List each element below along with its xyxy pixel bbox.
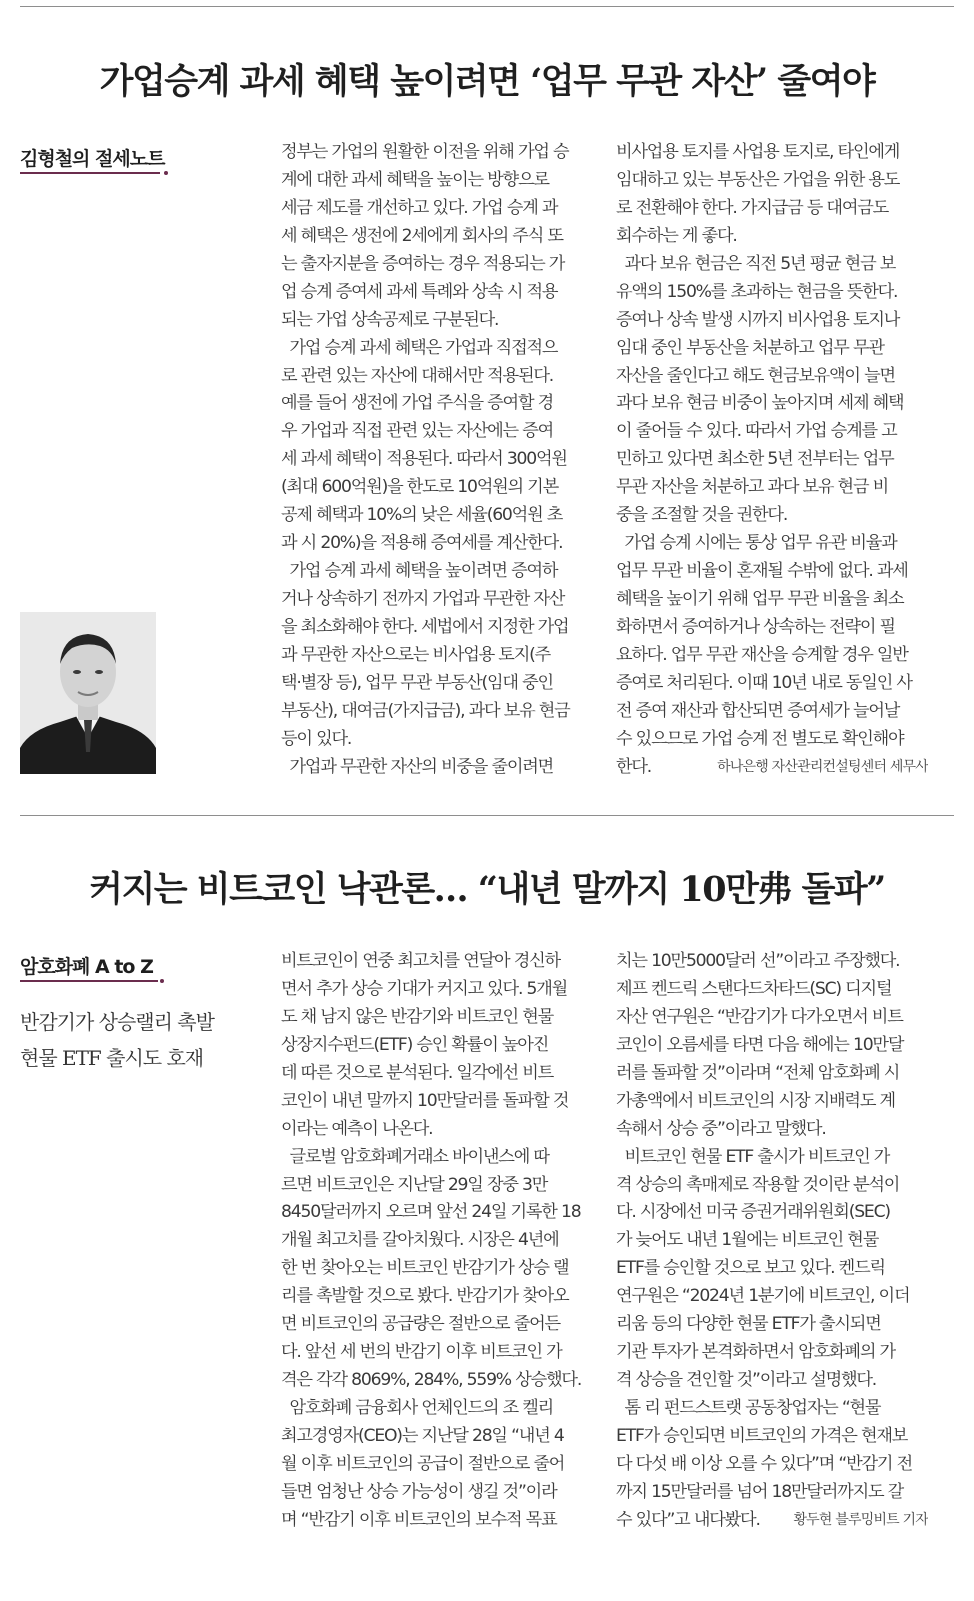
text-line: ETF가 승인되면 비트코인의 가격은 현재보 xyxy=(616,1425,908,1446)
text-line: 정부는 가업의 원활한 이전을 위해 가업 승 xyxy=(281,142,569,162)
text-line: 수 있으므로 가업 승계 전 별도로 확인해야 xyxy=(616,728,904,749)
text-line: 제프 켄드릭 스탠다드차타드(SC) 디지털 xyxy=(616,978,892,999)
section-divider xyxy=(20,815,954,816)
text-line: 택·별장 등), 업무 무관 부동산(임대 중인 xyxy=(281,672,553,693)
text-line: 월 이후 비트코인의 공급이 절반으로 줄어 xyxy=(281,1453,565,1474)
author-photo xyxy=(20,612,156,774)
text-line: ETF를 승인할 것으로 보고 있다. 켄드릭 xyxy=(616,1258,885,1279)
text-line: 과 무관한 자산으로는 비사업용 토지(주 xyxy=(281,644,551,665)
article1-column-2 xyxy=(616,139,928,782)
text-line: 최고경영자(CEO)는 지난달 28일 “내년 4 xyxy=(281,1425,564,1446)
text-line: 리를 촉발할 것으로 봤다. 반감기가 찾아오 xyxy=(281,1286,569,1307)
text-line: 다 다섯 배 이상 오를 수 있다”며 “반감기 전 xyxy=(616,1453,912,1474)
text-line: 면 비트코인의 공급량은 절반으로 줄어든 xyxy=(281,1314,560,1335)
text-line: 과다 보유 현금은 직전 5년 평균 현금 보 xyxy=(616,253,896,274)
text-line: 자산을 줄인다고 해도 현금보유액이 늘면 xyxy=(616,365,895,386)
article2-column-2 xyxy=(616,948,928,1535)
text-line: 며 “반감기 이후 비트코인의 보수적 목표 xyxy=(281,1509,557,1530)
article2-series-rule xyxy=(20,980,158,982)
text-line: 업 승계 증여세 과세 특례와 상속 시 적용 xyxy=(281,281,558,302)
text-line: 세금 제도를 개선하고 있다. 가업 승계 과 xyxy=(281,197,558,218)
text-line: 속해서 상승 중”이라고 말했다. xyxy=(616,1118,826,1139)
top-rule xyxy=(20,6,954,7)
text-line: 수 있다”고 내다봤다. xyxy=(616,1509,760,1530)
text-line: 8450달러까지 오르며 앞선 24일 기록한 18 xyxy=(281,1202,581,1223)
text-line: 우 가업과 직접 관련 있는 자산에는 증여 xyxy=(281,421,554,442)
text-line: 요하다. 업무 무관 재산을 승계할 경우 일반 xyxy=(616,644,908,665)
text-line: 도 채 남지 않은 반감기와 비트코인 현물 xyxy=(281,1006,554,1027)
article1-column-1 xyxy=(281,139,593,782)
text-line: 회수하는 게 좋다. xyxy=(616,225,737,246)
text-line: 이 줄어들 수 있다. 따라서 가업 승계를 고 xyxy=(616,421,897,442)
article2-subhead xyxy=(20,1004,260,1076)
text-line: 한다. xyxy=(616,756,652,777)
text-line: 연구원은 “2024년 1분기에 비트코인, 이더 xyxy=(616,1286,910,1307)
text-line: 다. 시장에선 미국 증권거래위원회(SEC) xyxy=(616,1202,890,1223)
text-line: 중을 조절할 것을 권한다. xyxy=(616,505,788,526)
text-line: 러를 돌파할 것”이라며 “전체 암호화폐 시 xyxy=(616,1062,900,1083)
text-line: 면서 추가 상승 기대가 커지고 있다. 5개월 xyxy=(281,978,568,999)
text-line: 들면 엄청난 상승 가능성이 생길 것”이라 xyxy=(281,1481,557,1502)
text-line: 다. 앞선 세 번의 반감기 이후 비트코인 가 xyxy=(281,1342,562,1363)
text-line: 로 전환해야 한다. 가지급금 등 대여금도 xyxy=(616,197,889,218)
article1-headline: 가업승계 과세 혜택 높이려면 ‘업무 무관 자산’ 줄여야 xyxy=(99,61,875,102)
text-line: 임대하고 있는 부동산은 가업을 위한 용도 xyxy=(616,169,900,190)
text-line: 민하고 있다면 최소한 5년 전부터는 업무 xyxy=(616,449,894,470)
text-line: 세 혜택은 생전에 2세에게 회사의 주식 또 xyxy=(281,225,563,246)
author-photo-illustration xyxy=(20,612,156,774)
text-line: 무관 자산을 처분하고 과다 보유 현금 비 xyxy=(616,477,889,498)
text-line: 격은 각각 8069%, 284%, 559% 상승했다. xyxy=(281,1370,582,1391)
text-line: 암호화폐 금융회사 언체인드의 조 켈리 xyxy=(281,1398,554,1418)
text-line: 이라는 예측이 나온다. xyxy=(281,1118,433,1139)
text-line: 세 과세 혜택이 적용된다. 따라서 300억원 xyxy=(281,449,567,470)
text-line: 예를 들어 생전에 가업 주식을 증여할 경 xyxy=(281,393,554,414)
text-line: 가업 승계 과세 혜택은 가업과 직접적으 xyxy=(281,337,558,358)
article2-headline: 커지는 비트코인 낙관론… “내년 말까지 10만弗 돌파” xyxy=(89,869,885,910)
text-line: 증여로 처리된다. 이때 10년 내로 동일인 사 xyxy=(616,672,912,693)
text-line: 데 따른 것으로 분석된다. 일각에선 비트 xyxy=(281,1062,554,1083)
text-line: 혜택을 높이기 위해 업무 무관 비율을 최소 xyxy=(616,589,904,609)
text-line: 가업과 무관한 자산의 비중을 줄이려면 xyxy=(281,756,554,777)
text-line: 코인이 내년 말까지 10만달러를 돌파할 것 xyxy=(281,1090,569,1111)
text-line: 비사업용 토지를 사업용 토지로, 타인에게 xyxy=(616,142,900,162)
article1-series-rule xyxy=(20,172,160,174)
text-line: 과다 보유 현금 비중이 높아지며 세제 혜택 xyxy=(616,393,904,414)
article2-byline: 황두현 블루밍비트 기자 xyxy=(793,1511,928,1528)
text-line: 격 상승의 촉매제로 작용할 것이란 분석이 xyxy=(616,1174,900,1195)
subhead-line: 현물 ETF 출시도 호재 xyxy=(20,1046,204,1070)
text-line: 자산 연구원은 “반감기가 다가오면서 비트 xyxy=(616,1006,903,1027)
text-line-with-byline xyxy=(616,754,928,782)
text-line: 로 관련 있는 자산에 대해서만 적용된다. xyxy=(281,365,554,386)
article2-series-label: 암호화폐 A to Z xyxy=(20,956,153,978)
text-line: 가 늦어도 내년 1월에는 비트코인 현물 xyxy=(616,1230,879,1251)
article1-series-dot xyxy=(164,171,168,175)
text-line: 등이 있다. xyxy=(281,728,352,749)
text-line: 글로벌 암호화폐거래소 바이낸스에 따 xyxy=(281,1146,549,1167)
text-line: 치는 10만5000달러 선”이라고 주장했다. xyxy=(616,951,900,971)
article1-byline: 하나은행 자산관리컨설팅센터 세무사 xyxy=(717,758,928,775)
text-line: 톰 리 펀드스트랫 공동창업자는 “현물 xyxy=(616,1398,881,1418)
text-line: 비트코인이 연중 최고치를 연달아 경신하 xyxy=(281,951,560,971)
text-line: 가총액에서 비트코인의 시장 지배력도 계 xyxy=(616,1090,895,1111)
text-line: 업무 무관 비율이 혼재될 수밖에 없다. 과세 xyxy=(616,561,908,582)
text-line: 과 시 20%)을 적용해 증여세를 계산한다. xyxy=(281,533,563,554)
text-line: 는 출자지분을 증여하는 경우 적용되는 가 xyxy=(281,253,565,274)
text-line: 가업 승계 과세 혜택을 높이려면 증여하 xyxy=(281,561,558,582)
text-line: 까지 15만달러를 넘어 18만달러까지도 갈 xyxy=(616,1481,904,1502)
text-line: 상장지수펀드(ETF) 승인 확률이 높아진 xyxy=(281,1034,549,1055)
article2-column-1 xyxy=(281,948,593,1535)
text-line: 계에 대한 과세 혜택을 높이는 방향으로 xyxy=(281,169,549,190)
article2-series-dot xyxy=(160,979,164,983)
text-line: 르면 비트코인은 지난달 29일 장중 3만 xyxy=(281,1174,548,1195)
text-line: 화하면서 증여하거나 상속하는 전략이 필 xyxy=(616,616,895,637)
text-line-with-byline xyxy=(616,1507,928,1535)
text-line: 을 최소화해야 한다. 세법에서 지정한 가업 xyxy=(281,616,569,637)
text-line: 공제 혜택과 10%의 낮은 세율(60억원 초 xyxy=(281,505,563,526)
text-line: 부동산), 대여금(가지급금), 과다 보유 현금 xyxy=(281,700,570,721)
text-line: 개월 최고치를 갈아치웠다. 시장은 4년에 xyxy=(281,1230,559,1251)
text-line: 격 상승을 견인할 것”이라고 설명했다. xyxy=(616,1370,877,1391)
text-line: 되는 가업 상속공제로 구분된다. xyxy=(281,309,499,330)
text-line: 가업 승계 시에는 통상 업무 유관 비율과 xyxy=(616,533,897,554)
article1-series-label: 김형철의 절세노트 xyxy=(20,148,165,170)
text-line: 증여나 상속 발생 시까지 비사업용 토지나 xyxy=(616,309,900,330)
text-line: 한 번 찾아오는 비트코인 반감기가 상승 랠 xyxy=(281,1258,569,1279)
subhead-line: 반감기가 상승랠리 촉발 xyxy=(20,1010,214,1034)
text-line: 기관 투자가 본격화하면서 암호화폐의 가 xyxy=(616,1342,895,1363)
text-line: 리움 등의 다양한 현물 ETF가 출시되면 xyxy=(616,1314,881,1335)
text-line: 코인이 오름세를 타면 다음 해에는 10만달 xyxy=(616,1034,904,1055)
text-line: 전 증여 재산과 합산되면 증여세가 늘어날 xyxy=(616,700,900,721)
text-line: 유액의 150%를 초과하는 현금을 뜻한다. xyxy=(616,281,898,302)
text-line: (최대 600억원)을 한도로 10억원의 기본 xyxy=(281,477,558,498)
text-line: 임대 중인 부동산을 처분하고 업무 무관 xyxy=(616,337,884,358)
text-line: 비트코인 현물 ETF 출시가 비트코인 가 xyxy=(616,1146,890,1167)
text-line: 거나 상속하기 전까지 가업과 무관한 자산 xyxy=(281,589,565,609)
